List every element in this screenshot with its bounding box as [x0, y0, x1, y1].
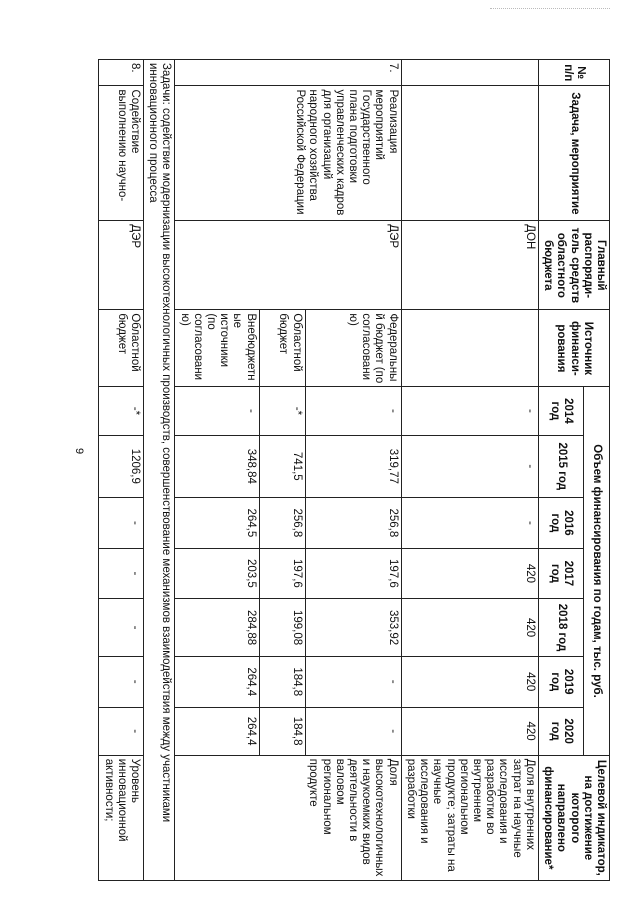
cell-indicator: Доля высокотехнологичных и наукоемких видов деятельности в валовом региональном продукте — [175, 755, 401, 880]
col-num: № п/п — [538, 60, 609, 86]
cell-num: 7. — [175, 60, 401, 86]
cell-value: - — [175, 387, 259, 435]
cell-value: 420 — [401, 548, 538, 599]
table-container — [90, 59, 610, 881]
cell-value: 197,6 — [259, 548, 305, 599]
cell-value: 264,4 — [175, 707, 259, 755]
cell-manager: ДЭР — [99, 221, 144, 310]
cell-value: 197,6 — [305, 548, 401, 599]
cell-value: 353,92 — [305, 599, 401, 657]
cell-value: 420 — [401, 656, 538, 707]
cell-value: - — [99, 656, 144, 707]
cell-value: 203,5 — [175, 548, 259, 599]
cell-value: 420 — [401, 599, 538, 657]
cell-value: - — [305, 656, 401, 707]
year-header: 2015 год — [538, 435, 583, 498]
cell-value: 256,8 — [259, 498, 305, 549]
task-row — [143, 60, 174, 881]
cell-source: Областной бюджет — [99, 310, 144, 387]
cell-value: 284,88 — [175, 599, 259, 657]
financing-table — [98, 59, 610, 881]
cell-task: Реализация мероприятий Государственного плана подготовки управленческих кадров для организаций народного хозяйства Российской Федерации — [175, 86, 401, 221]
header-dots — [490, 8, 610, 9]
cell-value: 420 — [401, 707, 538, 755]
cell-value: 184,8 — [259, 656, 305, 707]
cell-num: 8. — [99, 60, 144, 86]
cell-indicator: Доля внутренних затрат на научные исследования и разработки во внутреннем региональном продукте; затраты на научные исследования и разработки — [401, 755, 538, 880]
cell-value: - — [401, 387, 538, 435]
col-volume: Объем финансирования по годам, тыс. руб. — [583, 387, 609, 755]
cell-value: - — [305, 707, 401, 755]
cell-manager: ДЭР — [175, 221, 401, 310]
table-row-8 — [99, 60, 144, 881]
cell — [401, 86, 538, 221]
cell-indicator: Уровень инновационной активности; — [99, 755, 144, 880]
cell-source: Внебюджетные источники (по согласованию) — [175, 310, 259, 387]
col-task: Задача, мероприятие — [538, 86, 609, 221]
year-header: 2020 год — [538, 707, 583, 755]
cell-value: -* — [99, 387, 144, 435]
rotated-page — [90, 59, 610, 881]
table-row-7 — [305, 60, 401, 881]
year-header: 2017 год — [538, 548, 583, 599]
task-line: Задачи: содействие модернизации высокотехнологичных производств, совершенствование механизмов взаимодействия между участниками инновационного процесса — [143, 60, 174, 881]
cell-value: - — [99, 707, 144, 755]
cell-task: Содействие выполнению научно- — [99, 86, 144, 221]
year-header: 2019 год — [538, 656, 583, 707]
cell-value: 256,8 — [305, 498, 401, 549]
cell-value: - — [99, 498, 144, 549]
year-header: 2018 год — [538, 599, 583, 657]
header-row — [583, 60, 609, 881]
cell-value: 348,84 — [175, 435, 259, 498]
cell-source: Областной бюджет — [259, 310, 305, 387]
cell — [401, 310, 538, 387]
cell-value: 741,5 — [259, 435, 305, 498]
col-indicator: Целевой индикатор, на достижение которого направлено финансирование* — [538, 755, 609, 880]
cell-value: - — [99, 599, 144, 657]
cell-value: -* — [259, 387, 305, 435]
page-number: 9 — [73, 447, 86, 455]
cell-value: 1206,9 — [99, 435, 144, 498]
year-header: 2016 год — [538, 498, 583, 549]
table-row-don — [401, 60, 538, 881]
cell-value: 184,8 — [259, 707, 305, 755]
cell-value: 264,4 — [175, 656, 259, 707]
cell-value: 264,5 — [175, 498, 259, 549]
cell-source: Федеральный бюджет (по согласованию) — [305, 310, 401, 387]
col-manager: Главный распоряди-тель средств областного бюджета — [538, 221, 609, 310]
cell-value: - — [401, 498, 538, 549]
cell-value: 319,77 — [305, 435, 401, 498]
col-source: Источник финанси-рования — [538, 310, 609, 387]
year-header: 2014 год — [538, 387, 583, 435]
cell — [401, 60, 538, 86]
cell-manager: ДОН — [401, 221, 538, 310]
cell-value: 199,08 — [259, 599, 305, 657]
cell-value: - — [99, 548, 144, 599]
cell-value: - — [305, 387, 401, 435]
cell-value: - — [401, 435, 538, 498]
